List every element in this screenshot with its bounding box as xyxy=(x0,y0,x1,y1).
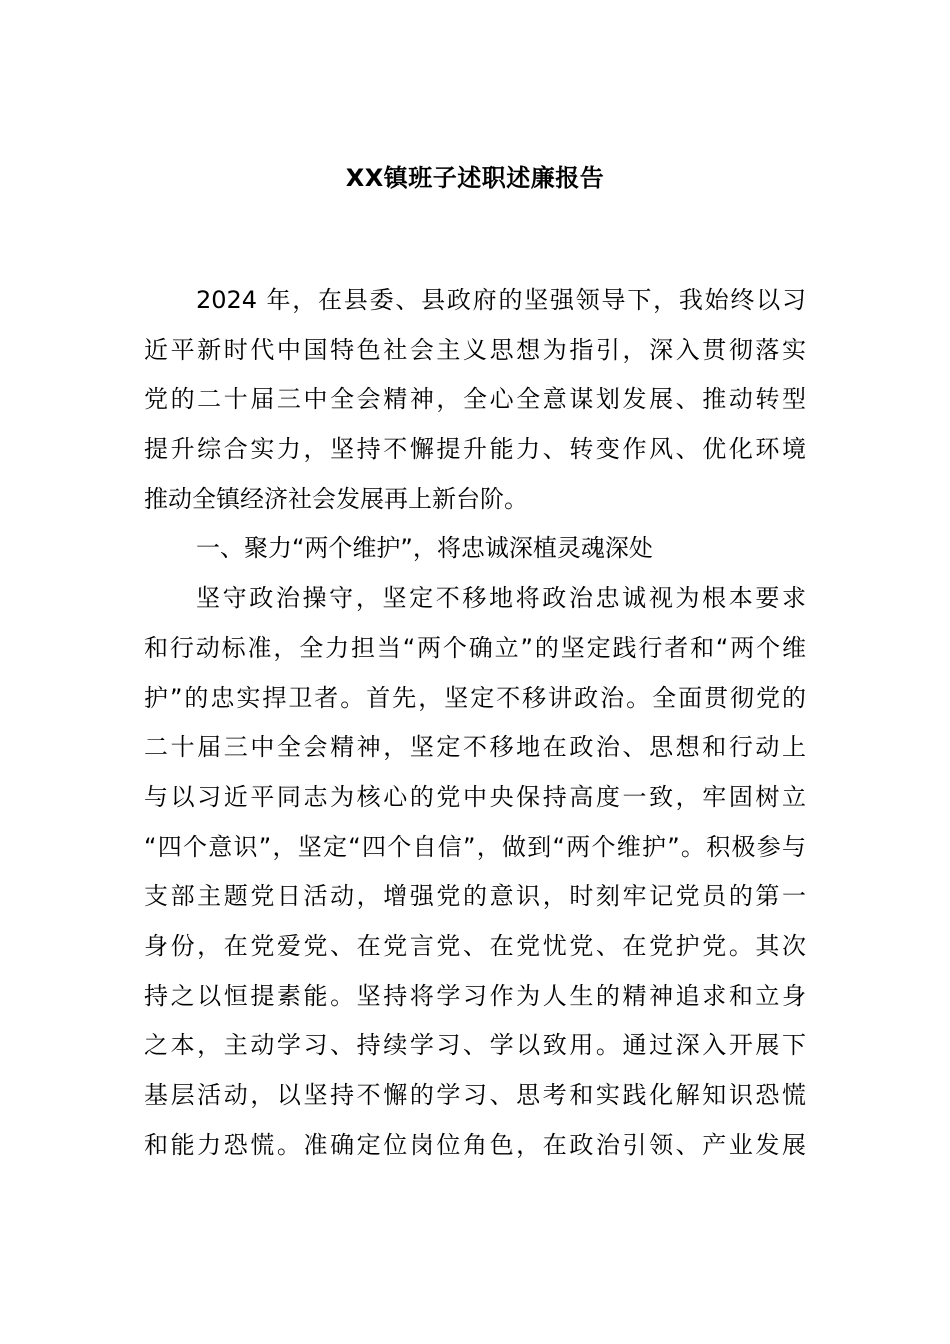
text-line: 持之以恒提素能。坚持将学习作为人生的精神追求和立身 xyxy=(144,981,806,1010)
text-line: 推动全镇经济社会发展再上新台阶。 xyxy=(144,484,528,513)
text-line: 与以习近平同志为核心的党中央保持高度一致，牢固树立 xyxy=(144,782,806,811)
text-line: 近平新时代中国特色社会主义思想为指引，深入贯彻落实 xyxy=(144,335,806,364)
text-line: 支部主题党日活动，增强党的意识，时刻牢记党员的第一 xyxy=(144,882,806,911)
text-line: 和行动标准，全力担当“两个确立”的坚定践行者和“两个维 xyxy=(144,633,806,662)
text-line: 二十届三中全会精神，坚定不移地在政治、思想和行动上 xyxy=(144,733,806,762)
text-line: 提升综合实力，坚持不懈提升能力、转变作风、优化环境 xyxy=(144,435,806,464)
text-line: “四个意识”，坚定“四个自信”，做到“两个维护”。积极参与 xyxy=(144,832,806,861)
text-line: 党的二十届三中全会精神，全心全意谋划发展、推动转型 xyxy=(144,385,806,414)
text-line: 身份，在党爱党、在党言党、在党忧党、在党护党。其次 xyxy=(144,931,806,960)
text-line: 之本，主动学习、持续学习、学以致用。通过深入开展下 xyxy=(144,1031,806,1060)
text-line: 坚守政治操守，坚定不移地将政治忠诚视为根本要求 xyxy=(196,584,806,613)
text-line: 基层活动，以坚持不懈的学习、思考和实践化解知识恐慌 xyxy=(144,1081,806,1109)
text-line: 护”的忠实捍卫者。首先，坚定不移讲政治。全面贯彻党的 xyxy=(144,683,806,712)
text-line: 和能力恐慌。准确定位岗位角色，在政治引领、产业发展 xyxy=(144,1130,806,1159)
text-line: 一、聚力“两个维护”，将忠诚深植灵魂深处 xyxy=(196,534,653,563)
text-line: 2024 年，在县委、县政府的坚强领导下，我始终以习 xyxy=(196,286,806,314)
document-body xyxy=(144,276,806,1170)
page-title: XX镇班子述职述廉报告 xyxy=(345,164,605,192)
